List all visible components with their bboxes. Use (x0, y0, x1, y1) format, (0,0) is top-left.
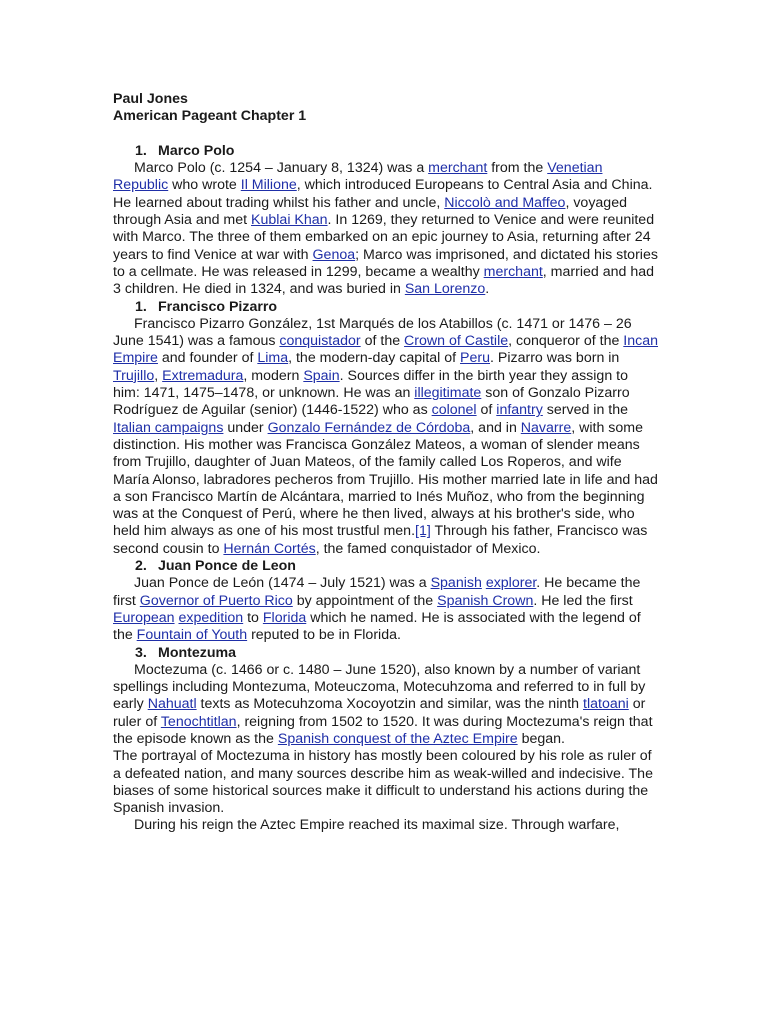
text-run: to (243, 609, 263, 626)
text-run: . In 1269, they returned to Venice and were reunited with Marco. The three of them embarked on an epic journey to Asia, returning after 24 years to find Venice at war with (113, 212, 655, 263)
text-run: , modern (243, 367, 304, 384)
text-run: who wrote (168, 177, 241, 194)
hyperlink[interactable]: Lima (257, 350, 289, 367)
text-run: Moctezuma (c. 1466 or c. 1480 – June 1520), also known by a number of variant spellings including Montezuma, Moteuczoma, Motecuhzoma and referred to in full by early (113, 661, 646, 713)
hyperlink[interactable]: Fountain of Youth (136, 627, 248, 644)
section-heading-text: Montezuma (158, 644, 237, 661)
text-run: , reigning from 1502 to 1520. It was during Moctezuma's reign that the episode known as the (113, 713, 653, 747)
text-run: served in the (542, 402, 629, 419)
hyperlink[interactable]: Niccolò and Maffeo (444, 194, 566, 211)
hyperlink[interactable]: Hernán Cortés (223, 540, 316, 557)
hyperlink[interactable]: Navarre (520, 419, 572, 436)
text-run: from the (487, 160, 548, 177)
hyperlink[interactable]: [1] (415, 523, 431, 540)
hyperlink[interactable]: Tenochtitlan (160, 713, 237, 730)
text-run: Juan Ponce de León (1474 – July 1521) was a (134, 575, 431, 592)
section-number: 3. (135, 644, 147, 661)
text-run: , the modern-day capital of (288, 350, 461, 367)
text-run: . Pizarro was born in (490, 350, 620, 367)
hyperlink[interactable]: European (113, 609, 175, 626)
section-number: 2. (135, 558, 147, 575)
body-paragraph (113, 316, 658, 558)
hyperlink[interactable]: San Lorenzo (404, 281, 486, 298)
hyperlink[interactable]: Incan Empire (113, 333, 659, 367)
text-run: , conqueror of the (508, 333, 624, 350)
text-run: . He led the first (533, 592, 633, 609)
text-run: , with some distinction. His mother was Francisca González Mateos, a woman of slender means from Trujillo, daughter of Juan Mateos, of the family called Los Roperos, and wife María Alonso, labradores pecheros from Trujillo. His mother married late in life and had a son Francisco Martín de Alcántara, married to Inés Muñoz, who from the beginning was at the Conquest of Perú, where he then lived, always at his brother's side, who held him always as one of his most trustful men. (113, 419, 658, 540)
hyperlink[interactable]: infantry (496, 402, 543, 419)
text-run: , voyaged through Asia and met (113, 194, 627, 229)
text-run: son of Gonzalo Pizarro Rodríguez de Aguilar (senior) (1446-1522) who as (113, 385, 630, 419)
hyperlink[interactable]: Il Milione (240, 177, 297, 194)
body-paragraph (113, 575, 658, 644)
text-run: of (476, 402, 497, 419)
text-run: and founder of (157, 350, 258, 367)
text-run: . He became the first (113, 575, 641, 609)
text-run: or ruler of (113, 696, 646, 730)
hyperlink[interactable]: Spain (303, 367, 340, 384)
section-number: 1. (135, 142, 147, 159)
body-paragraph (113, 160, 658, 298)
body-paragraph (113, 748, 658, 817)
section-heading (113, 558, 658, 575)
hyperlink[interactable]: Genoa (312, 246, 356, 263)
section-heading (113, 645, 658, 662)
section-number: 1. (135, 298, 147, 315)
text-run: The portrayal of Moctezuma in history has mostly been coloured by his role as ruler of a defeated nation, and many sources describe him as weak-willed and indecisive. The biases of some historical sources make it difficult to understand his actions during the Spanish invasion. (113, 748, 653, 817)
document-page (113, 91, 658, 835)
section-heading-text: Juan Ponce de Leon (158, 558, 296, 575)
hyperlink[interactable]: Crown of Castile (404, 333, 509, 350)
document-title: American Pageant Chapter 1 (113, 108, 307, 125)
section-heading (113, 299, 658, 316)
text-run: Through his father, Francisco was second cousin to (113, 523, 648, 557)
hyperlink[interactable]: Peru (460, 350, 490, 367)
text-run: began. (517, 730, 565, 747)
text-run: . Sources differ in the birth year they assign to him: 1471, 1475–1478, or unknown. He was an (113, 367, 628, 402)
text-run: under (223, 419, 268, 436)
hyperlink[interactable]: Gonzalo Fernández de Córdoba (267, 419, 471, 436)
text-run: . (485, 281, 490, 298)
text-run: , the famed conquistador of Mexico. (315, 540, 541, 557)
section-heading (113, 143, 658, 160)
hyperlink[interactable]: Florida (262, 609, 307, 626)
text-run: ; Marco was imprisoned, and dictated his stories to a cellmate. He was released in 1299, became a wealthy (113, 246, 658, 280)
sections (113, 143, 658, 835)
hyperlink[interactable]: Spanish (430, 575, 482, 592)
hyperlink[interactable]: Governor of Puerto Rico (139, 592, 293, 609)
hyperlink[interactable]: conquistador (279, 333, 361, 350)
hyperlink[interactable]: merchant (428, 160, 488, 177)
body-paragraph (113, 662, 658, 748)
hyperlink[interactable]: merchant (483, 263, 543, 280)
hyperlink[interactable]: Spanish Crown (437, 592, 534, 609)
hyperlink[interactable]: explorer (485, 575, 537, 592)
text-run: , which introduced Europeans to Central Asia and China. He learned about trading whilst his father and uncle, (113, 177, 653, 211)
hyperlink[interactable]: Italian campaigns (113, 419, 224, 436)
spacer (113, 126, 658, 143)
text-run: reputed to be in Florida. (247, 627, 401, 644)
section-heading-text: Marco Polo (158, 142, 235, 159)
text-run: , and in (470, 419, 521, 436)
text-run: Francisco Pizarro González, 1st Marqués de los Atabillos (c. 1471 or 1476 – 26 June 1541) was a famous (113, 315, 632, 350)
text-run: , (154, 367, 163, 384)
text-run: by appointment of the (292, 592, 438, 609)
text-run: of the (360, 333, 405, 350)
hyperlink[interactable]: Trujillo (113, 367, 155, 384)
author-name: Paul Jones (113, 91, 188, 107)
hyperlink[interactable]: tlatoani (583, 696, 629, 713)
hyperlink[interactable]: Spanish conquest of the Aztec Empire (277, 730, 518, 747)
section-heading-text: Francisco Pizarro (158, 298, 278, 315)
body-paragraph (113, 817, 658, 834)
text-run: which he named. He is associated with the legend of the (113, 609, 641, 644)
text-run: , married and had 3 children. He died in 1324, and was buried in (113, 263, 654, 298)
text-run: Marco Polo (c. 1254 – January 8, 1324) was a (134, 160, 429, 177)
hyperlink[interactable]: illegitimate (414, 385, 482, 402)
hyperlink[interactable]: colonel (431, 402, 477, 419)
text-run: texts as Motecuhzoma Xocoyotzin and similar, was the ninth (196, 696, 584, 713)
hyperlink[interactable]: Nahuatl (147, 696, 197, 713)
hyperlink[interactable]: Kublai Khan (251, 212, 328, 229)
hyperlink[interactable]: Extremadura (162, 367, 244, 384)
text-run: During his reign the Aztec Empire reached its maximal size. Through warfare, (134, 817, 620, 834)
hyperlink[interactable]: expedition (178, 609, 244, 626)
hyperlink[interactable]: Venetian Republic (113, 160, 603, 194)
